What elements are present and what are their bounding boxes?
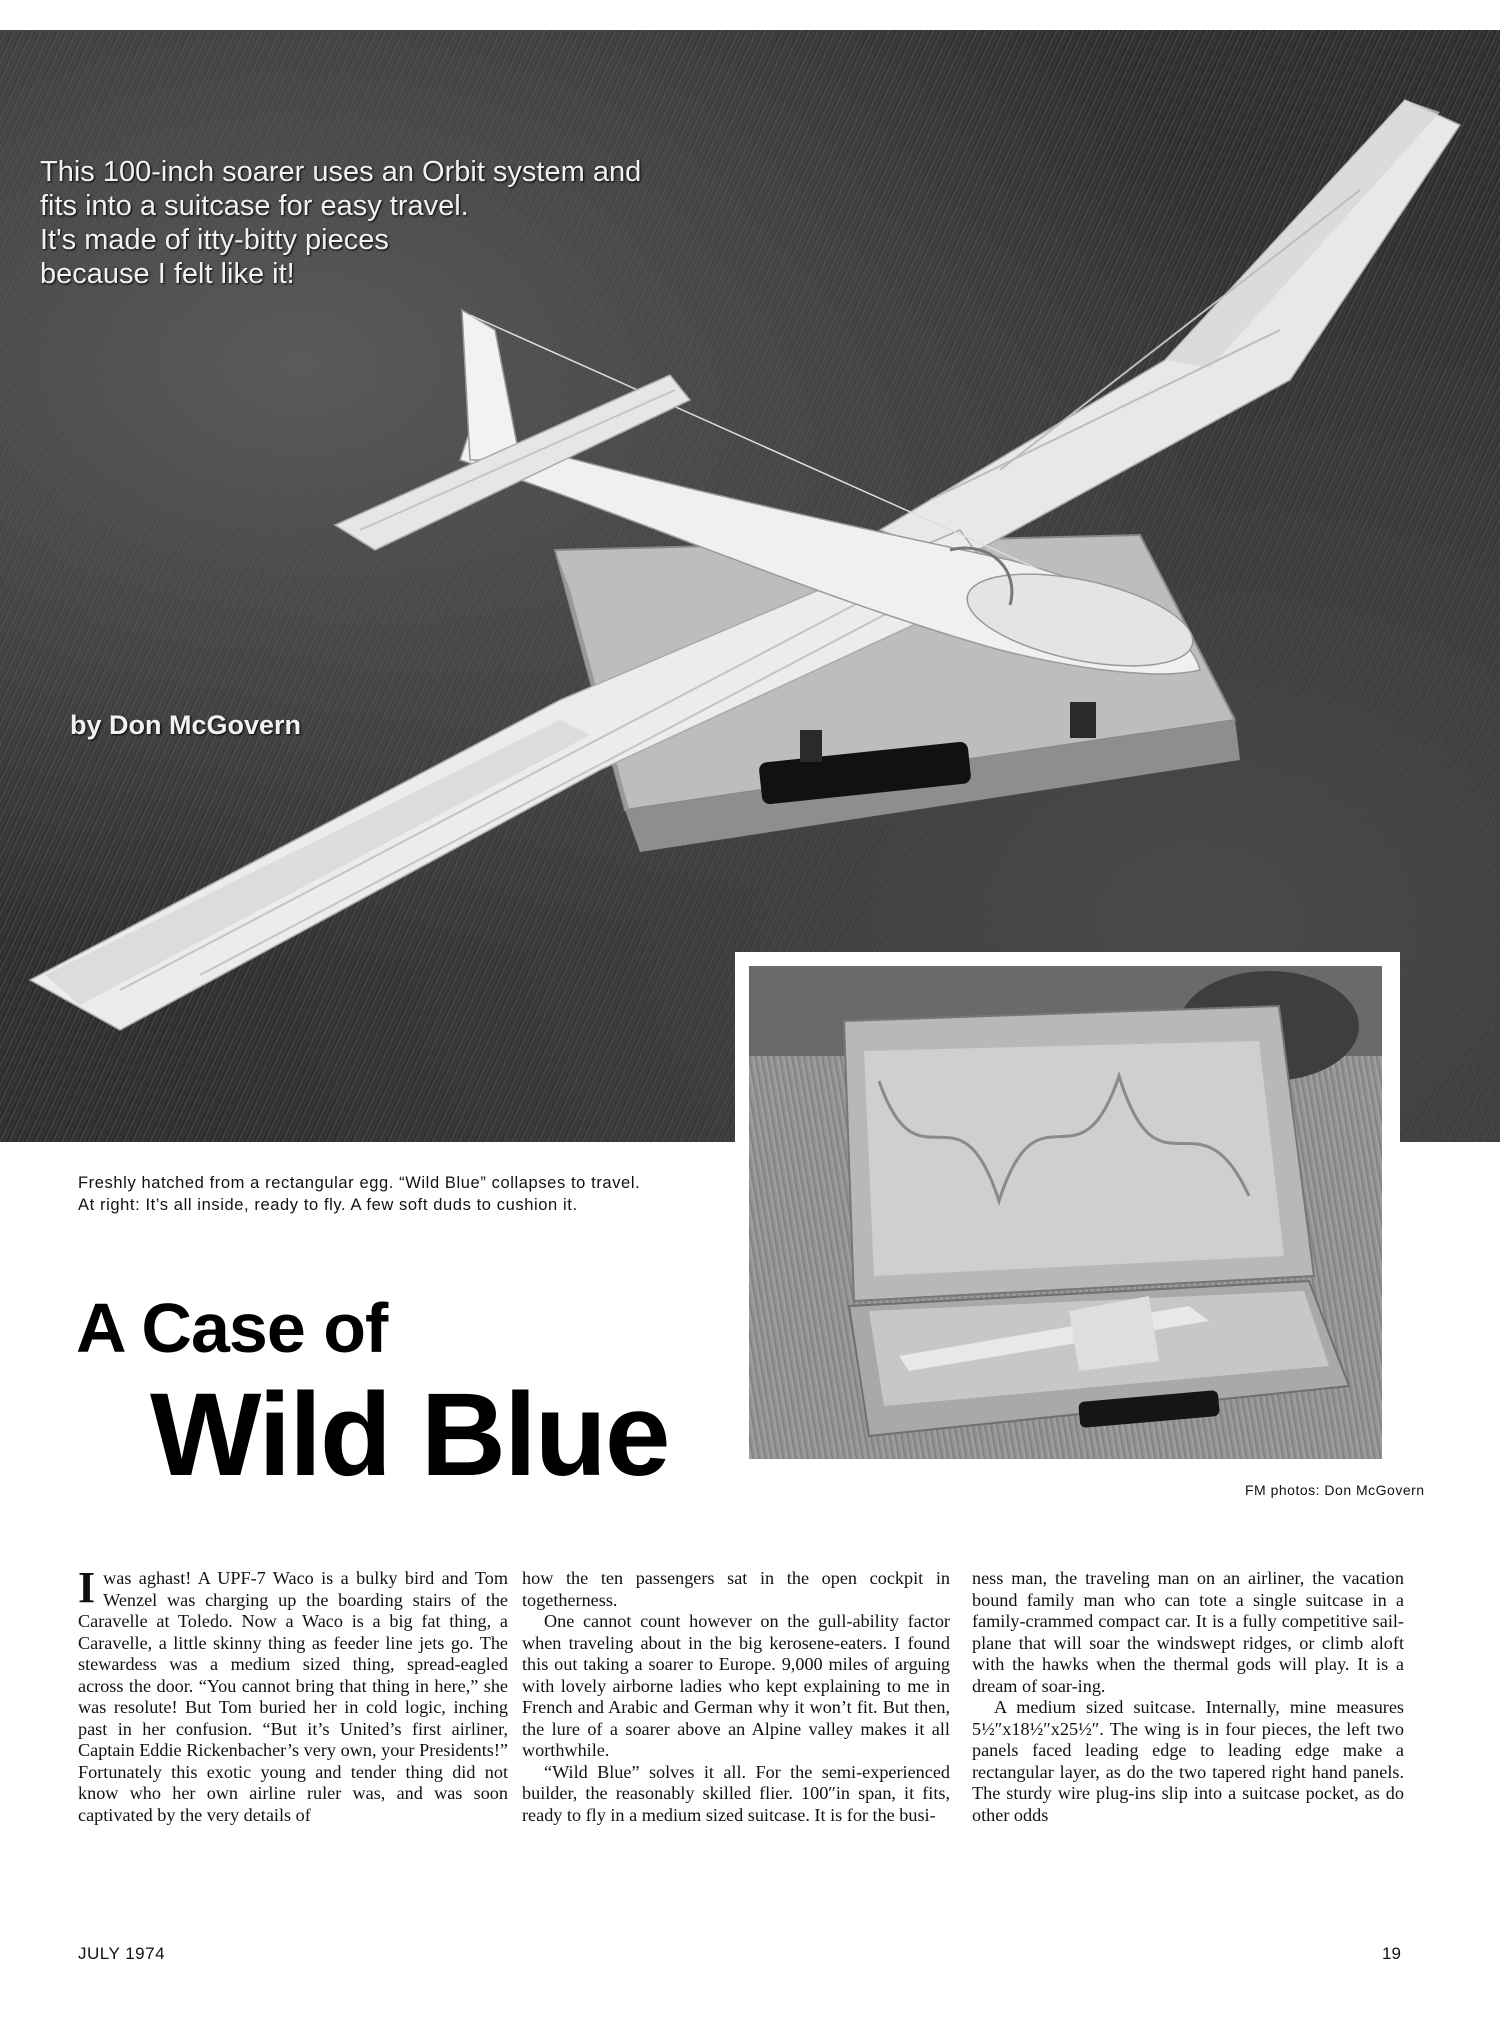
hero-headline-line-3: It's made of itty-bitty pieces — [40, 224, 389, 256]
byline: by Don McGovern — [70, 710, 302, 740]
body-paragraph: “Wild Blue” solves it all. For the semi-experienced builder, the reasonably skilled flier. 100″in span, it fits, ready to fly in a medium sized suitcase. It is for the busi- — [522, 1761, 950, 1825]
open-suitcase-illustration — [749, 966, 1382, 1459]
caption-line-2: At right: It’s all inside, ready to fly. A few soft duds to cushion it. — [78, 1196, 578, 1214]
photo-credit: FM photos: Don McGovern — [1245, 1482, 1425, 1498]
drop-cap: I — [78, 1563, 96, 1612]
inset-photo-open-suitcase — [749, 966, 1382, 1459]
body-paragraph: One cannot count however on the gull-ability factor when traveling about in the big kerosene-eaters. I found this out taking a soarer to Europe. 9,000 miles of arguing with lovely airborne ladies who kept explaining to me in French and Arabic and German why it won’t fit. But then, the lure of a soarer above an Alpine valley makes it all worthwhile. — [522, 1611, 950, 1760]
photo-caption — [78, 1172, 738, 1216]
body-column-3 — [972, 1568, 1404, 1826]
body-paragraph: ness man, the traveling man on an airliner, the vacation bound family man who can tote a single suitcase in a family-crammed compact car. It is a fully competitive sail-plane that will soar the windswept ridges, or climb aloft with the hawks when the thermal gods will play. It is a dream of soar-ing. — [972, 1568, 1404, 1696]
hero-headline-line-1: This 100-inch soarer uses an Orbit system and — [40, 156, 642, 188]
body-column-2 — [522, 1568, 950, 1826]
body-paragraph: A medium sized suitcase. Internally, mine measures 5½″x18½″x25½″. The wing is in four pieces, the left two panels faced leading edge to leading edge make a rectangular layer, as do the two tapered right hand panels. The sturdy wire plug-ins slip into a suitcase pocket, as do other odds — [972, 1697, 1404, 1825]
glider-right-wing — [880, 100, 1460, 560]
issue-date: JULY 1974 — [78, 1944, 166, 1963]
hero-headline-line-4: because I felt like it! — [40, 258, 295, 290]
body-paragraph — [78, 1563, 508, 1826]
glider-stabilizer — [335, 375, 690, 550]
caption-line-1: Freshly hatched from a rectangular egg. “Wild Blue” collapses to travel. — [78, 1174, 641, 1192]
paragraph-text: was aghast! A UPF-7 Waco is a bulky bird and Tom Wenzel was charging up the boarding stairs of the Caravelle at Toledo. Now a Waco is a big fat thing, a Caravelle, a little skinny thing as feeder line jets go. The stewardess was a medium sized thing, spread-eagled across the door. “You cannot bring that thing in here,” she was resolute! But Tom buried her in cold logic, inching past in her confusion. “But it’s United’s first airliner, Captain Eddie Rickenbacher’s very own, your Presidents!” Fortunately this exotic young and tender thing did not know who her own airline ruler was, and was soon captivated by the very details of — [78, 1568, 508, 1825]
body-paragraph: how the ten passengers sat in the open cockpit in togetherness. — [522, 1568, 950, 1610]
body-column-1 — [78, 1563, 508, 1826]
hero-headline-line-2: fits into a suitcase for easy travel. — [40, 190, 469, 222]
article-title-line-1: A Case of — [76, 1289, 388, 1367]
page-number: 19 — [1382, 1944, 1401, 1963]
article-title-line-2: Wild Blue — [150, 1369, 669, 1501]
